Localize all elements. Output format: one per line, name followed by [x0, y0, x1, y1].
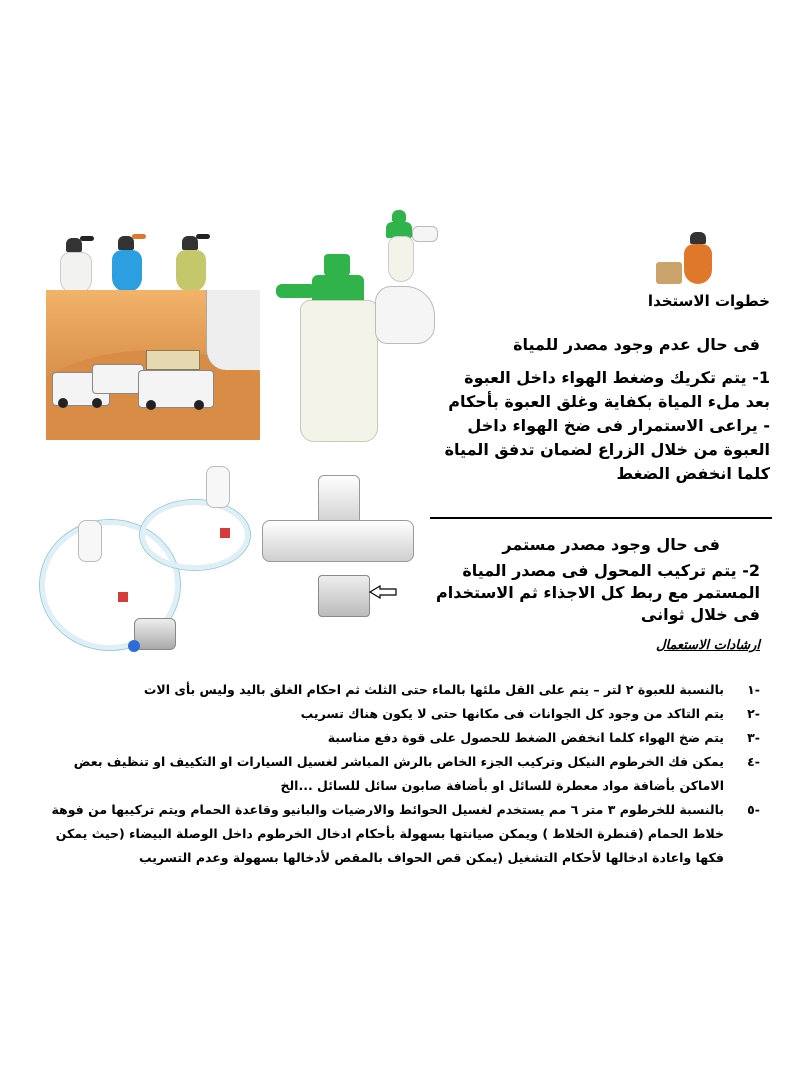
item-text: يتم التاكد من وجود كل الجوانات فى مكانها حتى لا يكون هناك تسريب [300, 706, 724, 721]
valve-blue-knob [128, 640, 140, 652]
car-3-wheel [146, 400, 156, 410]
hand-shower-gun-right [206, 466, 230, 508]
step-2-text: 2- يتم تركيب المحول فى مصدر المياة المستمر مع ربط كل الاجذاء ثم الاستخدام فى خلال ثوانى [436, 561, 760, 624]
white-bottle [60, 252, 92, 294]
list-item [30, 678, 760, 702]
car-2 [92, 364, 144, 394]
spray-gun-inset [206, 290, 260, 370]
no-water-source-title: فى حال عدم وجود مصدر للمياة [513, 335, 760, 354]
orange-bottle-cap [690, 232, 706, 244]
car-1-wheel [58, 398, 68, 408]
list-item [30, 798, 760, 870]
main-spray-gun [375, 286, 435, 344]
olive-bottle [176, 250, 206, 292]
hose-red-band [118, 592, 128, 602]
orange-bottle [684, 244, 712, 284]
item-text: يتم ضخ الهواء كلما انخفض الضغط للحصول على قوة دفع مناسبة [327, 730, 724, 745]
section-divider [430, 517, 772, 519]
steps-title: خطوات الاستخدا [647, 292, 770, 310]
small-green-pump [392, 210, 406, 222]
white-bottle-handle [80, 236, 94, 241]
list-item [30, 750, 760, 798]
item-number: -٣ [747, 730, 760, 745]
item-number: -٤ [747, 754, 760, 769]
item-text: بالنسبة للعبوة ٢ لتر – يتم على القل ملئها بالماء حتى الثلث ثم احكام الغلق باليد وليس بأى الات [143, 682, 724, 697]
arrow-left-icon [368, 584, 398, 600]
item-text: يمكن فك الخرطوم النيكل وتركيب الجزء الخاص بالرش المباشر لغسيل السيارات او التكييف او تنظيف بعض الاماكن بأضافة مواد معطرة للسائل او بأضافة صابون سائل للسائل ...الخ [73, 754, 724, 793]
coiled-hose-right [140, 500, 250, 570]
angle-valve [134, 618, 176, 650]
instructions-list [30, 678, 760, 870]
usage-instructions-title: ارشادات الاستعمال [656, 638, 760, 653]
main-pump-nozzle [276, 284, 316, 298]
desert-cars-photo [46, 290, 260, 440]
list-item [30, 726, 760, 750]
list-item [30, 702, 760, 726]
item-number: -٥ [747, 802, 760, 817]
car-3-wheel [194, 400, 204, 410]
hand-shower-gun-left [78, 520, 102, 562]
car-1-wheel [92, 398, 102, 408]
diverter-adapter [318, 575, 370, 617]
small-white-bottle [388, 236, 414, 282]
blue-bottle-handle [132, 234, 146, 239]
olive-bottle-handle [196, 234, 210, 239]
continuous-source-title: فى حال وجود مصدر مستمر [502, 535, 720, 554]
item-number: -١ [747, 682, 760, 697]
hose-red-band [220, 528, 230, 538]
orange-accessory [656, 262, 682, 284]
small-spray-gun [412, 226, 438, 242]
main-white-bottle [300, 300, 378, 442]
blue-bottle [112, 250, 142, 292]
main-pump-handle [324, 254, 350, 276]
item-number: -٢ [747, 706, 760, 721]
roof-tent [146, 350, 200, 370]
item-text: بالنسبة للخرطوم ٣ متر ٦ مم يستخدم لغسيل الحوائط والارضيات والبانيو وقاعدة الحمام ويتم تركيبها من فوهة خلاط الحمام (قنطرة الخلاط ) ويمكن صيانتها بسهولة بأحكام ادخال الخرطوم داخل الوصلة البيضاء (حيث يمكن فكها واعادة ادخالها لأحكام التشغيل (يمكن قص الحواف بالمقص لأدخالها بسهولة وعدم التسريب [51, 802, 724, 865]
bath-faucet [262, 520, 414, 562]
step-1-text: 1- يتم تكريك وضغط الهواء داخل العبوة بعد ملء المياة بكفاية وغلق العبوة بأحكام - يراعى الاستمرار فى ضخ الهواء داخل العبوة من خلال الزراع لضمان تدفق المياة كلما انخفض الضغط [444, 368, 770, 483]
